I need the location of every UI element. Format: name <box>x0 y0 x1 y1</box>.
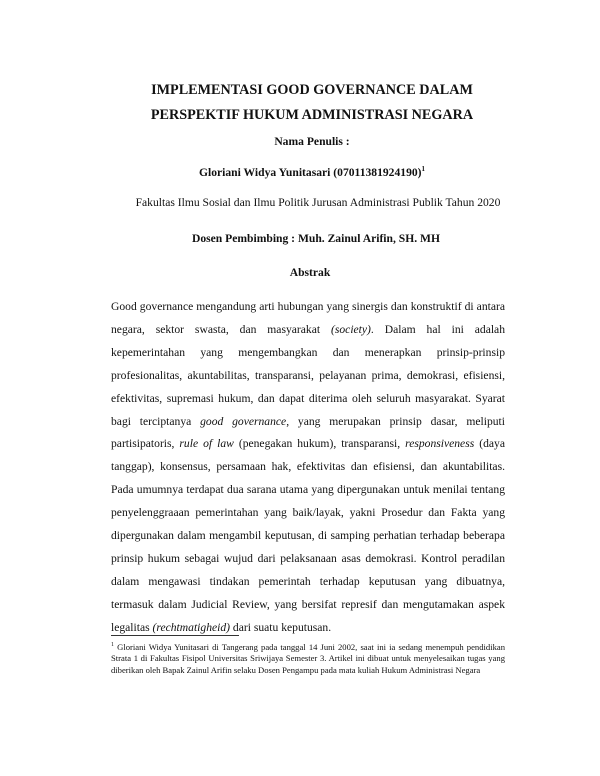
abstract-text-3: , yang merupakan prinsip dasar, meliputi partisipatoris, <box>111 414 505 451</box>
abstract-text-5: (daya tanggap), konsensus, persamaan hak, efektivitas dan efisiensi, dan akuntabilitas. Pada umumnya terdapat dua sarana utama yang dipergunakan untuk menilai tentang penyelenggraaan pemerintahan yang baik/layak, yakni Prosedur dan Fakta yang dipergunakan dalam mengambil keputusan, di samping perhatian terhadap beberapa prinsip hukum sebagai wujud dari pelaksanaan asas demokrasi. Kontrol peradilan dalam mengawasi tindakan pemerintah terhadap keputusan yang dibuatnya, termasuk dalam Judicial Review, yang bersifat represif dan mengutamakan aspek legalitas <box>111 437 505 634</box>
author-label: Nama Penulis : <box>274 135 350 148</box>
title-line-2: PERSPEKTIF HUKUM ADMINISTRASI NEGARA <box>150 107 474 123</box>
footnote-text: Gloriani Widya Yunitasari di Tangerang pada tanggal 14 Juni 2002, saat ini ia sedang menempuh pendidikan Strata 1 di Fakultas Fisipol Universitas Sriwijaya Semester 3. Artikel ini dibuat untuk menyelesaikan tugas yang diberikan oleh Bapak Zainul Arifin selaku Dosen Pengampu pada mata kuliah Hukum Administrasi Negara <box>111 641 505 675</box>
title-line-1: IMPLEMENTASI GOOD GOVERNANCE DALAM <box>151 82 473 98</box>
abstract-italic-5: (rechtmatigheid) <box>152 620 231 634</box>
affiliation: Fakultas Ilmu Sosial dan Ilmu Politik Jurusan Administrasi Publik Tahun 2020 <box>135 196 501 209</box>
abstract-italic-2: good governance <box>200 414 287 428</box>
footnote-mark: 1 <box>111 642 114 648</box>
footnote <box>111 640 505 676</box>
abstract-text-1: Good governance mengandung arti hubungan yang sinergis dan konstruktif di antara negara, sektor swasta, dan masyarakat <box>111 300 505 336</box>
supervisor: Dosen Pembimbing : Muh. Zainul Arifin, SH. MH <box>191 232 440 245</box>
abstract-text-2: . Dalam hal ini adalah kepemerintahan yang mengembangkan dan menerapkan prinsip-prinsip profesionalitas, akuntabilitas, transparansi, pelayanan prima, demokrasi, efisiensi, efektivitas, supremasi hukum, dan dapat diterima oleh seluruh masyarakat. Syarat bagi terciptanya <box>111 322 506 428</box>
abstract-italic-3: rule of law <box>179 437 234 451</box>
author-line <box>12 165 600 179</box>
abstract-italic-1: (society) <box>331 322 371 336</box>
author-name: Gloriani Widya Yunitasari (07011381924190) <box>198 165 422 179</box>
author-footnote-mark: 1 <box>421 165 426 173</box>
abstract-italic-4: responsiveness <box>405 437 475 451</box>
footnote-divider <box>111 635 239 636</box>
abstract-text-6: dari suatu keputusan. <box>230 620 332 634</box>
abstract-heading: Abstrak <box>289 266 331 279</box>
abstract-body <box>111 296 505 640</box>
abstract-text-4: (penegakan hukum), transparansi, <box>233 437 406 451</box>
